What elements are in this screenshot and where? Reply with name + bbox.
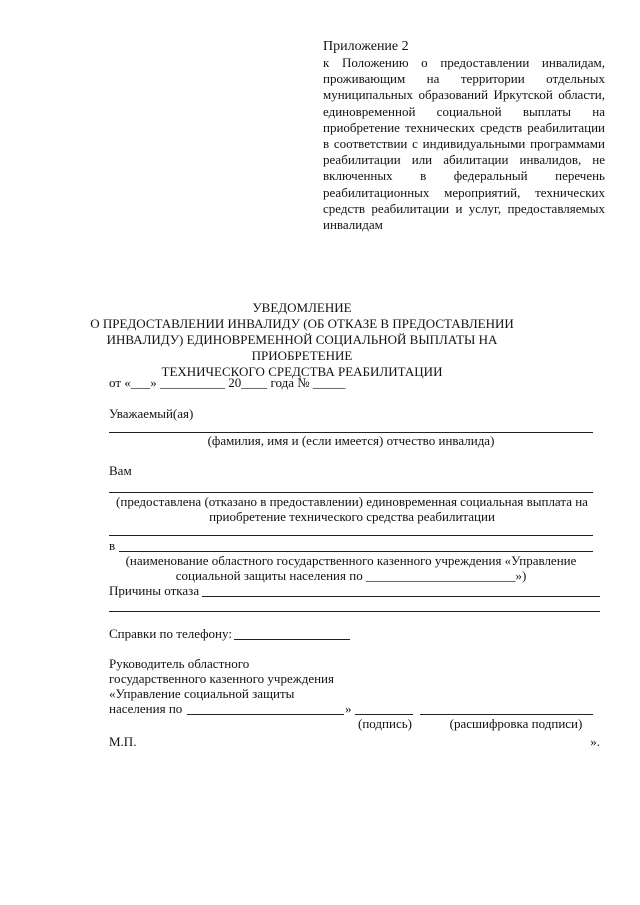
- payment-caption-1: (предоставлена (отказано в предоставлении) единовременная социальная выплата на: [116, 494, 588, 509]
- institution-caption-2: социальной защиты населения по _______________________»): [175, 568, 527, 583]
- signature-decode-field-line: [420, 714, 593, 715]
- appendix-title: Приложение 2: [323, 39, 409, 54]
- head-line-2: государственного казенного учреждения: [109, 671, 334, 686]
- end-mark: ».: [590, 734, 600, 749]
- stamp-mark: М.П.: [109, 734, 137, 749]
- department-field-line: [187, 714, 344, 715]
- extra-field-line: [109, 535, 593, 536]
- payment-caption-2: приобретение технического средства реабилитации: [209, 509, 495, 524]
- refusal-reasons-label: Причины отказа: [109, 583, 200, 598]
- salutation: Уважаемый(ая): [109, 406, 194, 421]
- head-line-1: Руководитель областного: [109, 656, 250, 671]
- payment-field-line: [109, 492, 593, 493]
- appendix-body: к Положению о предоставлении инвалидам, проживающим на территории отдельных муниципальных образований Иркутской области, единовременной социальной выплаты на приобретение технических средств реабилитации в соответствии с индивидуальными программами реабилитации или абилитации инвалидов, не включенных в федеральный перечень реабилитационных мероприятий, технических средств реабилитации и услуг, предоставляемых инвалидам: [323, 55, 605, 233]
- notice-title-line-1: УВЕДОМЛЕНИЕ: [252, 300, 352, 315]
- phone-field-line: [234, 639, 350, 640]
- phone-label: Справки по телефону:: [109, 626, 232, 641]
- head-line-3: «Управление социальной защиты: [109, 686, 295, 701]
- vam-label: Вам: [109, 463, 132, 478]
- name-caption: (фамилия, имя и (если имеется) отчество инвалида): [207, 433, 495, 448]
- signature-caption: (подпись): [358, 716, 412, 731]
- signature-field-line: [355, 714, 413, 715]
- notice-title-line-2: О ПРЕДОСТАВЛЕНИИ ИНВАЛИДУ (ОБ ОТКАЗЕ В ПРЕДОСТАВЛЕНИИ: [90, 316, 514, 331]
- notice-title: [90, 300, 514, 380]
- appendix-header: [323, 38, 605, 233]
- institution-caption-1: (наименование областного государственного казенного учреждения «Управление: [125, 553, 577, 568]
- notice-title-line-4: ТЕХНИЧЕСКОГО СРЕДСТВА РЕАБИЛИТАЦИИ: [161, 364, 443, 379]
- date-number-line: от «___» __________ 20____ года № _____: [109, 375, 346, 390]
- institution-field-line: [119, 551, 593, 552]
- notice-title-line-3: ИНВАЛИДУ) ЕДИНОВРЕМЕННОЙ СОЦИАЛЬНОЙ ВЫПЛАТЫ НА ПРИОБРЕТЕНИЕ: [106, 332, 498, 363]
- refusal-reasons-line-2: [109, 611, 600, 612]
- in-prefix: в: [109, 538, 116, 553]
- quote-close: »: [345, 701, 352, 716]
- signature-decode-caption: (расшифровка подписи): [449, 716, 583, 731]
- head-line-4: населения по: [109, 701, 183, 716]
- refusal-reasons-line-1: [202, 596, 600, 597]
